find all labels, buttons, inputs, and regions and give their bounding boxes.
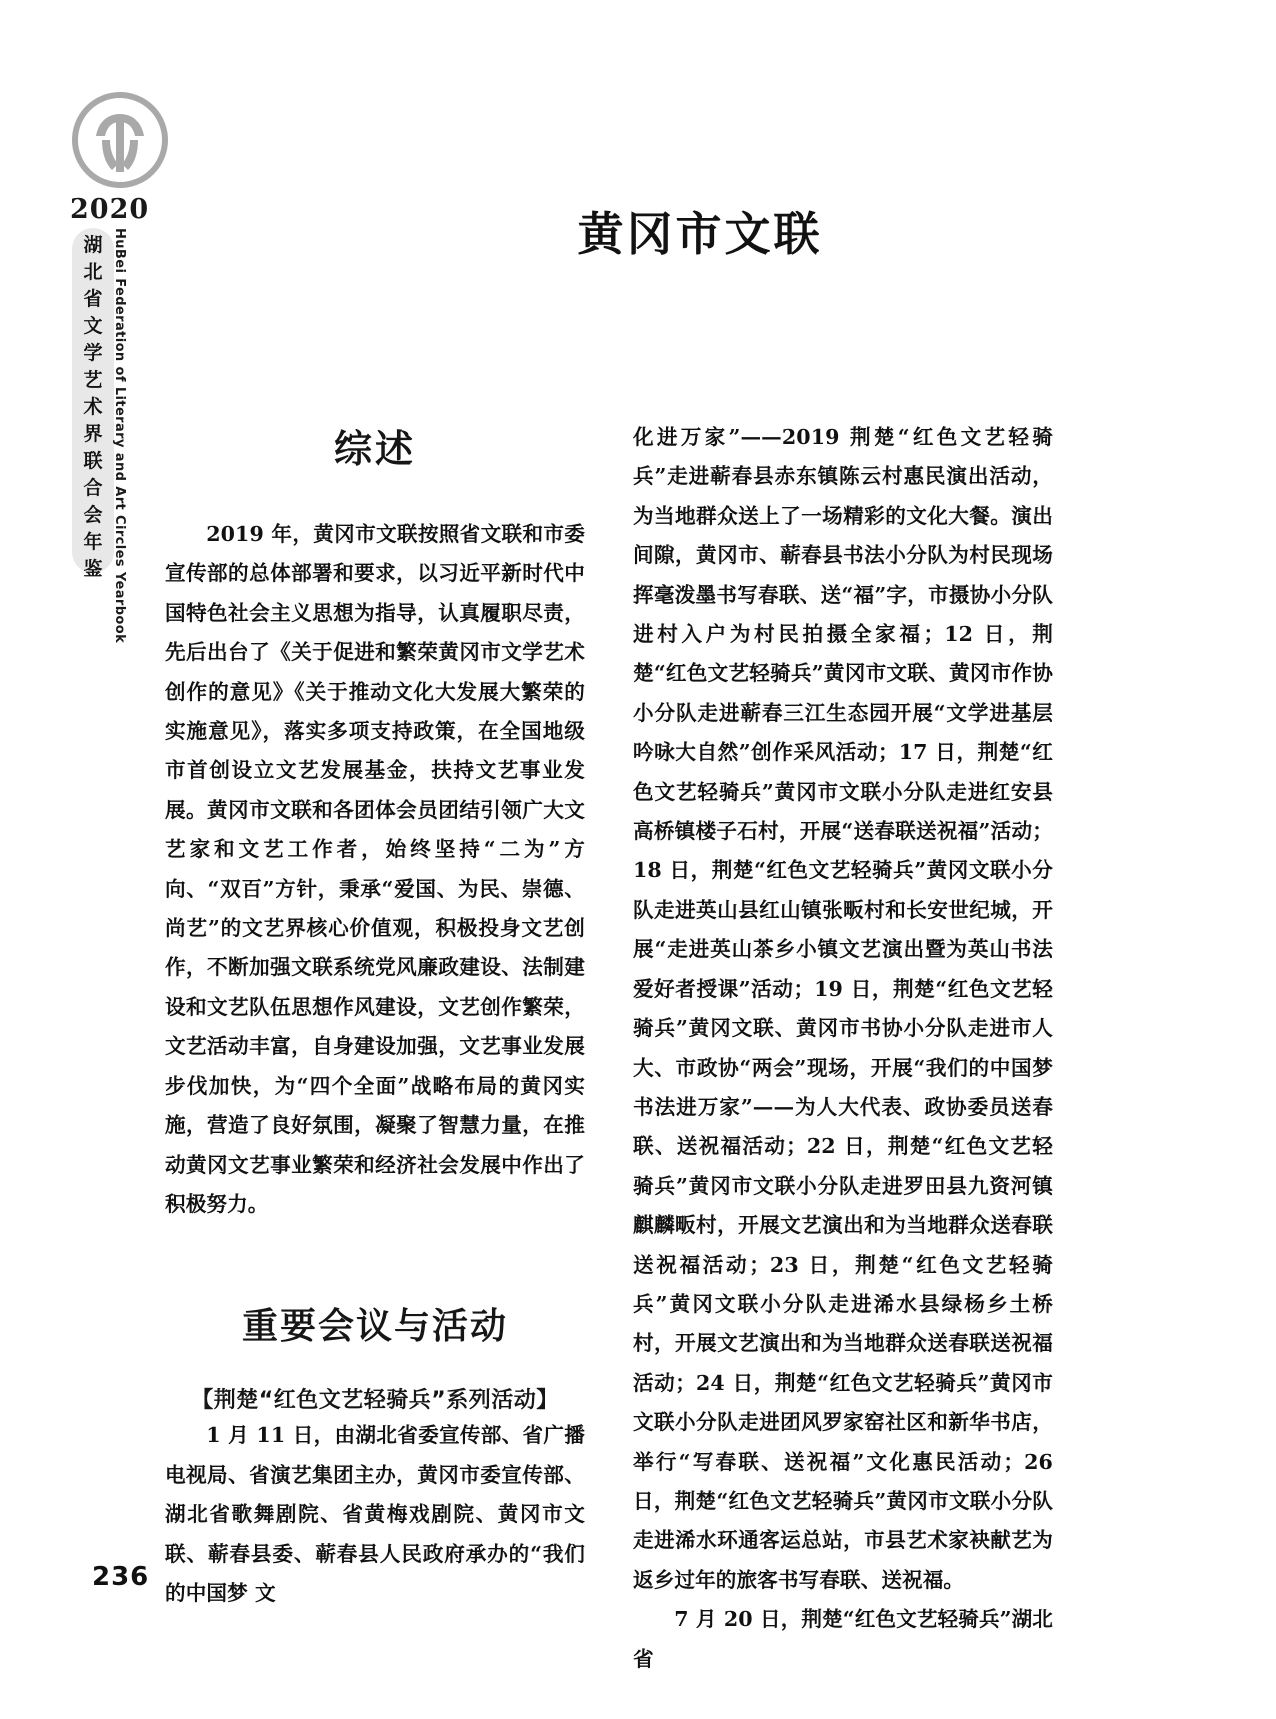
paragraph-continuation: 化进万家”——2019 荆楚“红色文艺轻骑兵”走进蕲春县赤东镇陈云村惠民演出活动，为当地群众送上了一场精彩的文化大餐。演出间隙，黄冈市、蕲春县书法小分队为村民现场挥毫泼墨书写春联、送“福”字，市摄协小分队进村入户为村民拍摄全家福；12 日，荆楚“红色文艺轻骑兵”黄冈市文联、黄冈市作协小分队走进蕲春三江生态园开展“文学进基层 吟咏大自然”创作采风活动；17 日，荆楚“红色文艺轻骑兵”黄冈市文联小分队走进红安县高桥镇楼子石村，开展“送春联送祝福”活动；18 日，荆楚“红色文艺轻骑兵”黄冈文联小分队走进英山县红山镇张畈村和长安世纪城，开展“走进英山茶乡小镇文艺演出暨为英山书法爱好者授课”活动；19 日，荆楚“红色文艺轻骑兵”黄冈文联、黄冈市书协小分队走进市人大、市政协“两会”现场，开展“我们的中国梦 书法进万家”——为人大代表、政协委员送春联、送祝福活动；22 日，荆楚“红色文艺轻骑兵”黄冈市文联小分队走进罗田县九资河镇麒麟畈村，开展文艺演出和为当地群众送春联送祝福活动；23 日，荆楚“红色文艺轻骑兵”黄冈文联小分队走进浠水县绿杨乡土桥村，开展文艺演出和为当地群众送春联送祝福活动；24 日，荆楚“红色文艺轻骑兵”黄冈市文联小分队走进团风罗家窑社区和新华书店，举行“写春联、送祝福”文化惠民活动；26 日，荆楚“红色文艺轻骑兵”黄冈市文联小分队走进浠水环通客运总站，市县艺术家袂献艺为返乡过年的旅客书写春联、送祝福。 [633, 425, 1074, 1592]
paragraph-overview: 2019 年，黄冈市文联按照省文联和市委宣传部的总体部署和要求，以习近平新时代中国特色社会主义思想为指导，认真履职尽责，先后出台了《关于促进和繁荣黄冈市文学艺术创作的意见》《关于推动文化大发展大繁荣的实施意见》，落实多项支持政策，在全国地级市首创设立文艺发展基金，扶持文艺事业发展。黄冈市文联和各团体会员团结引领广大文艺家和文艺工作者，始终坚持“二为”方向、“双百”方针，秉承“爱国、为民、崇德、尚艺”的文艺界核心价值观，积极投身文艺创作，不断加强文联系统党风廉政建设、法制建设和文艺队伍思想作风建设，文艺创作繁荣，文艺活动丰富，自身建设加强，文艺事业发展步伐加快，为“四个全面”战略布局的黄冈实施，营造了良好氛围，凝聚了智慧力量，在推动黄冈文艺事业繁荣和经济社会发展中作出了积极努力。 [165, 522, 585, 1216]
paragraph-jul-20: 7 月 20 日，荆楚“红色文艺轻骑兵”湖北省 [633, 1607, 1053, 1671]
column-left [165, 418, 585, 1613]
masthead-block [62, 92, 192, 225]
subheading-red-art-cavalry-series: 【荆楚“红色文艺轻骑兵”系列活动】 [191, 1388, 559, 1414]
federation-emblem-icon [72, 92, 168, 188]
page-title: 黄冈市文联 [577, 207, 823, 261]
heading-meetings-and-activities: 重要会议与活动 [241, 1306, 508, 1348]
heading-overview: 综述 [333, 427, 416, 471]
paragraph-jan-11: 1 月 11 日，由湖北省委宣传部、省广播电视局、省演艺集团主办，黄冈市委宣传部、湖北省歌舞剧院、省黄梅戏剧院、黄冈市文联、蕲春县委、蕲春县人民政府承办的“我们的中国梦 文 [165, 1423, 585, 1605]
column-right [633, 418, 1074, 1679]
edition-year: 2020 [70, 194, 150, 225]
emblem-glyph [72, 92, 168, 188]
spine-title-cn: 湖北省文学艺术界联合会年鉴 [83, 234, 103, 580]
spine-title-en: HuBei Federation of Literary and Art Circles Yearbook [112, 228, 127, 644]
page-number: 236 [92, 1562, 150, 1592]
